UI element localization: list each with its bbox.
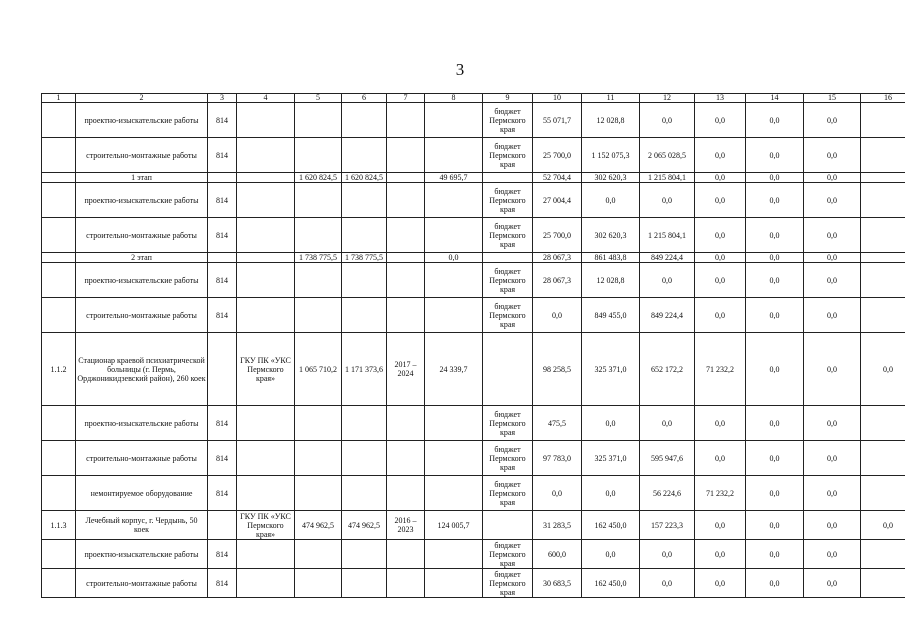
table-row [42, 253, 905, 263]
table-cell: 0,0 [804, 298, 861, 333]
table-cell: 1 065 710,2 [295, 333, 342, 406]
table-cell: 849 224,4 [640, 298, 695, 333]
table-cell: проектно-изыскательские работы [76, 406, 208, 441]
table-cell: 0,0 [695, 183, 746, 218]
table-cell [208, 253, 237, 263]
table-cell: 25 700,0 [533, 138, 582, 173]
table-cell: строительно-монтажные работы [76, 298, 208, 333]
table-cell: 0,0 [746, 569, 804, 598]
table-cell [237, 173, 295, 183]
table-cell: бюджет Пермского края [483, 476, 533, 511]
table-cell: 849 455,0 [582, 298, 640, 333]
table-cell: 0,0 [804, 103, 861, 138]
table-cell [295, 406, 342, 441]
table-cell: проектно-изыскательские работы [76, 263, 208, 298]
table-cell [42, 173, 76, 183]
column-number: 5 [295, 94, 342, 103]
table-row [42, 138, 905, 173]
table-cell [295, 569, 342, 598]
table-cell [237, 183, 295, 218]
table-cell [425, 183, 483, 218]
table-row [42, 441, 905, 476]
table-cell: 1 620 824,5 [295, 173, 342, 183]
table-cell: 0,0 [746, 511, 804, 540]
table-cell [342, 298, 387, 333]
table-cell: 814 [208, 441, 237, 476]
table-cell [387, 569, 425, 598]
table-cell: 71 232,2 [695, 333, 746, 406]
table-cell: 56 224,6 [640, 476, 695, 511]
table-cell: 814 [208, 103, 237, 138]
table-cell: 1 152 075,3 [582, 138, 640, 173]
table-cell [387, 253, 425, 263]
table-cell [208, 173, 237, 183]
table-cell: 474 962,5 [342, 511, 387, 540]
column-number: 13 [695, 94, 746, 103]
table-cell: строительно-монтажные работы [76, 218, 208, 253]
table-cell: Стационар краевой психиатрической больницы (г. Пермь, Орджоникидзевский район), 260 коек [76, 333, 208, 406]
table-cell: Лечебный корпус, г. Чердынь, 50 коек [76, 511, 208, 540]
table-cell: 0,0 [695, 298, 746, 333]
table-cell: 0,0 [640, 103, 695, 138]
table-cell [387, 441, 425, 476]
table-cell: 0,0 [640, 569, 695, 598]
table-cell: 0,0 [695, 441, 746, 476]
table-cell [237, 218, 295, 253]
table-cell [425, 441, 483, 476]
table-cell: 0,0 [804, 263, 861, 298]
table-cell: проектно-изыскательские работы [76, 540, 208, 569]
table-cell: 0,0 [533, 298, 582, 333]
table-cell: 12 028,8 [582, 263, 640, 298]
table-cell: 0,0 [804, 333, 861, 406]
table-cell: 0,0 [804, 183, 861, 218]
table-cell [295, 540, 342, 569]
table-cell: бюджет Пермского края [483, 569, 533, 598]
table-cell [342, 406, 387, 441]
column-number: 4 [237, 94, 295, 103]
table-cell: 124 005,7 [425, 511, 483, 540]
table-cell [861, 540, 905, 569]
table-cell [237, 540, 295, 569]
table-cell [342, 103, 387, 138]
table-cell: 0,0 [746, 298, 804, 333]
table-cell [425, 406, 483, 441]
table-cell [387, 103, 425, 138]
table-cell: 814 [208, 476, 237, 511]
table-cell: 24 339,7 [425, 333, 483, 406]
table-cell [295, 103, 342, 138]
table-cell: 0,0 [804, 253, 861, 263]
column-number: 11 [582, 94, 640, 103]
table-cell: 0,0 [746, 476, 804, 511]
table-cell [42, 298, 76, 333]
table-cell: 71 232,2 [695, 476, 746, 511]
table-cell: 0,0 [804, 218, 861, 253]
table-cell [42, 218, 76, 253]
table-cell: 25 700,0 [533, 218, 582, 253]
table-cell: бюджет Пермского края [483, 406, 533, 441]
table-cell: 28 067,3 [533, 263, 582, 298]
table-cell: 814 [208, 218, 237, 253]
table-cell [42, 103, 76, 138]
table-cell: 0,0 [804, 441, 861, 476]
table-cell: 1 215 804,1 [640, 173, 695, 183]
column-number: 8 [425, 94, 483, 103]
table-cell: 0,0 [804, 406, 861, 441]
table-cell [342, 263, 387, 298]
table-cell [237, 253, 295, 263]
table-cell [861, 263, 905, 298]
table-cell: бюджет Пермского края [483, 103, 533, 138]
table-cell [42, 253, 76, 263]
table-cell [425, 103, 483, 138]
table-cell: 31 283,5 [533, 511, 582, 540]
table-cell: 0,0 [804, 173, 861, 183]
table-cell [861, 569, 905, 598]
table-row [42, 263, 905, 298]
table-cell [387, 298, 425, 333]
table-row [42, 103, 905, 138]
column-number: 9 [483, 94, 533, 103]
table-cell [237, 406, 295, 441]
table-cell [342, 183, 387, 218]
table-row [42, 298, 905, 333]
table-cell: бюджет Пермского края [483, 218, 533, 253]
table-cell [42, 263, 76, 298]
table-cell: 0,0 [746, 173, 804, 183]
table-cell: 0,0 [804, 569, 861, 598]
table-cell [387, 138, 425, 173]
table-row [42, 569, 905, 598]
table-row [42, 511, 905, 540]
table-cell [42, 441, 76, 476]
table-cell: 1.1.2 [42, 333, 76, 406]
table-cell: 30 683,5 [533, 569, 582, 598]
table-cell: проектно-изыскательские работы [76, 103, 208, 138]
table-cell [237, 298, 295, 333]
table-cell [208, 333, 237, 406]
column-number: 16 [861, 94, 905, 103]
table-cell: 0,0 [804, 476, 861, 511]
table-cell [425, 569, 483, 598]
table-cell: 0,0 [695, 218, 746, 253]
table-cell: 1 620 824,5 [342, 173, 387, 183]
table-cell: 0,0 [695, 253, 746, 263]
table-cell: 814 [208, 263, 237, 298]
column-number: 14 [746, 94, 804, 103]
table-cell: 0,0 [746, 183, 804, 218]
table-cell [425, 218, 483, 253]
table-row [42, 173, 905, 183]
table-row [42, 406, 905, 441]
table-cell [208, 511, 237, 540]
table-cell: 325 371,0 [582, 333, 640, 406]
table-cell: 0,0 [746, 263, 804, 298]
table-cell: проектно-изыскательские работы [76, 183, 208, 218]
column-number: 7 [387, 94, 425, 103]
table-cell [861, 138, 905, 173]
table-cell: 302 620,3 [582, 218, 640, 253]
table-cell [861, 253, 905, 263]
table-cell [237, 441, 295, 476]
column-number: 3 [208, 94, 237, 103]
table-cell: строительно-монтажные работы [76, 138, 208, 173]
table-cell: бюджет Пермского края [483, 138, 533, 173]
table-cell: 0,0 [582, 183, 640, 218]
column-number: 1 [42, 94, 76, 103]
table-cell: 0,0 [746, 441, 804, 476]
table-cell: 861 483,8 [582, 253, 640, 263]
table-cell: 0,0 [640, 183, 695, 218]
table-cell: ГКУ ПК «УКС Пермского края» [237, 333, 295, 406]
table-cell [861, 103, 905, 138]
table-cell [237, 569, 295, 598]
table-cell: 157 223,3 [640, 511, 695, 540]
table-cell [425, 476, 483, 511]
table-cell [42, 138, 76, 173]
table-cell [387, 183, 425, 218]
table-cell: 0,0 [746, 540, 804, 569]
table-cell [483, 253, 533, 263]
table-cell: ГКУ ПК «УКС Пермского края» [237, 511, 295, 540]
table-cell [861, 298, 905, 333]
table-cell [42, 183, 76, 218]
table-cell [342, 476, 387, 511]
table-cell: 55 071,7 [533, 103, 582, 138]
table-row [42, 183, 905, 218]
table-cell: 0,0 [861, 333, 905, 406]
table-cell [387, 263, 425, 298]
table-cell: 2 этап [76, 253, 208, 263]
table-cell: 2017 – 2024 [387, 333, 425, 406]
table-cell: 600,0 [533, 540, 582, 569]
table-cell: 0,0 [425, 253, 483, 263]
table-cell: 0,0 [804, 138, 861, 173]
table-cell: 49 695,7 [425, 173, 483, 183]
table-row [42, 540, 905, 569]
table-cell [42, 569, 76, 598]
table-cell [425, 138, 483, 173]
table-cell: 814 [208, 540, 237, 569]
table-cell [861, 406, 905, 441]
table-cell: 0,0 [533, 476, 582, 511]
table-cell: 652 172,2 [640, 333, 695, 406]
table-cell: 849 224,4 [640, 253, 695, 263]
table-cell: 12 028,8 [582, 103, 640, 138]
table-row [42, 476, 905, 511]
table-cell: бюджет Пермского края [483, 263, 533, 298]
table-cell: 0,0 [746, 138, 804, 173]
table-cell [342, 569, 387, 598]
table-cell [387, 476, 425, 511]
table-cell: 814 [208, 138, 237, 173]
table-cell [42, 476, 76, 511]
table-cell: немонтируемое оборудование [76, 476, 208, 511]
table-cell: 162 450,0 [582, 511, 640, 540]
table-cell: 0,0 [695, 540, 746, 569]
table-cell: 0,0 [695, 511, 746, 540]
table-cell [295, 441, 342, 476]
table-cell: 1 738 775,5 [295, 253, 342, 263]
table-cell: бюджет Пермского края [483, 298, 533, 333]
table-cell [42, 540, 76, 569]
table-cell [295, 298, 342, 333]
table-cell: 814 [208, 298, 237, 333]
table-cell: 27 004,4 [533, 183, 582, 218]
table-cell: строительно-монтажные работы [76, 569, 208, 598]
table-cell [861, 218, 905, 253]
table-cell: 1 этап [76, 173, 208, 183]
table-cell: 0,0 [804, 511, 861, 540]
table-cell: 595 947,6 [640, 441, 695, 476]
table-cell [237, 103, 295, 138]
page-number: 3 [455, 60, 465, 79]
table-cell: 814 [208, 406, 237, 441]
table-cell: 0,0 [746, 218, 804, 253]
table-row [42, 218, 905, 253]
table-cell: 474 962,5 [295, 511, 342, 540]
table-cell [237, 476, 295, 511]
table-cell: 0,0 [640, 406, 695, 441]
table-cell: 814 [208, 569, 237, 598]
table-cell: 0,0 [695, 173, 746, 183]
table-cell: 0,0 [695, 263, 746, 298]
table-cell [237, 138, 295, 173]
table-cell: 97 783,0 [533, 441, 582, 476]
table-cell: 0,0 [695, 569, 746, 598]
table-cell: 0,0 [695, 138, 746, 173]
column-number: 15 [804, 94, 861, 103]
table-cell: строительно-монтажные работы [76, 441, 208, 476]
table-cell: 0,0 [582, 406, 640, 441]
table-cell: 302 620,3 [582, 173, 640, 183]
table-cell: 0,0 [695, 103, 746, 138]
table-cell [342, 138, 387, 173]
table-cell: 0,0 [746, 406, 804, 441]
table-cell [295, 263, 342, 298]
table-cell [861, 183, 905, 218]
table-cell [342, 441, 387, 476]
table-cell: 28 067,3 [533, 253, 582, 263]
table-cell [425, 263, 483, 298]
table-cell [295, 138, 342, 173]
table-cell: 814 [208, 183, 237, 218]
table-cell: 1 215 804,1 [640, 218, 695, 253]
table-cell: 1 171 373,6 [342, 333, 387, 406]
table-cell: 0,0 [746, 333, 804, 406]
table-cell [42, 406, 76, 441]
table-cell: бюджет Пермского края [483, 441, 533, 476]
table-cell: 0,0 [640, 263, 695, 298]
table-cell [237, 263, 295, 298]
table-cell: 475,5 [533, 406, 582, 441]
table-cell: бюджет Пермского края [483, 540, 533, 569]
table-cell [387, 540, 425, 569]
table-cell [295, 218, 342, 253]
budget-table [41, 93, 905, 598]
table-cell: 162 450,0 [582, 569, 640, 598]
table-cell: 52 704,4 [533, 173, 582, 183]
table-cell [342, 218, 387, 253]
table-cell [295, 183, 342, 218]
table-cell: 0,0 [582, 540, 640, 569]
table-cell: 98 258,5 [533, 333, 582, 406]
table-cell [425, 298, 483, 333]
table-cell: 0,0 [746, 253, 804, 263]
column-number: 6 [342, 94, 387, 103]
table-cell: 2 065 028,5 [640, 138, 695, 173]
table-cell: 0,0 [695, 406, 746, 441]
table-cell: 1.1.3 [42, 511, 76, 540]
table-cell [387, 218, 425, 253]
table-cell [483, 333, 533, 406]
column-number: 12 [640, 94, 695, 103]
table-row [42, 333, 905, 406]
table-cell: 0,0 [582, 476, 640, 511]
table-cell [861, 173, 905, 183]
table-cell: 325 371,0 [582, 441, 640, 476]
table-cell [861, 476, 905, 511]
table-cell [861, 441, 905, 476]
header-row [42, 94, 905, 103]
table-cell: 2016 – 2023 [387, 511, 425, 540]
table-cell: 0,0 [746, 103, 804, 138]
table-cell: 0,0 [640, 540, 695, 569]
table-cell [387, 173, 425, 183]
table-cell: 0,0 [804, 540, 861, 569]
table-cell: 1 738 775,5 [342, 253, 387, 263]
table-cell [387, 406, 425, 441]
table-cell [483, 173, 533, 183]
column-number: 10 [533, 94, 582, 103]
table-cell [425, 540, 483, 569]
table-cell: 0,0 [861, 511, 905, 540]
table-cell: бюджет Пермского края [483, 183, 533, 218]
table-cell [483, 511, 533, 540]
table-cell [342, 540, 387, 569]
column-number: 2 [76, 94, 208, 103]
table-cell [295, 476, 342, 511]
